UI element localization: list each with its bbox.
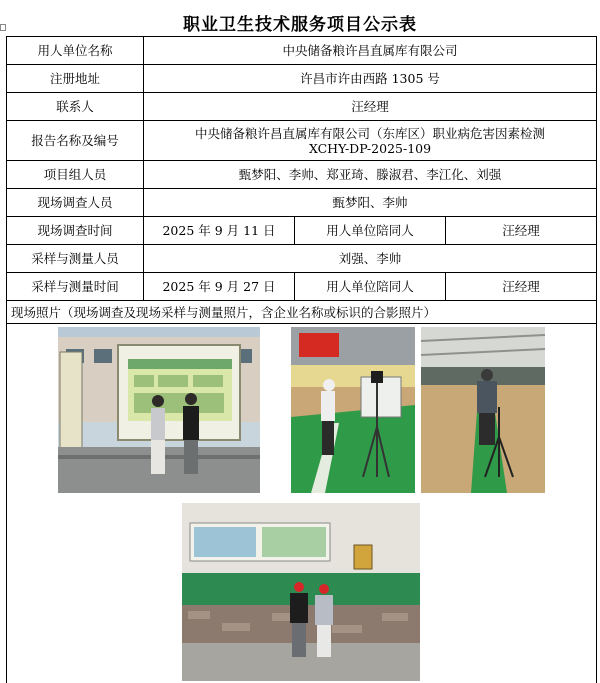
report-name: 中央储备粮许昌直属库有限公司（东库区）职业病危害因素检测 (194, 125, 545, 141)
photo-group-hardhats (182, 503, 420, 681)
table-row (7, 121, 597, 161)
contact-value: 汪经理 (144, 93, 597, 121)
table-row (7, 217, 597, 245)
survey-staff-value: 甄梦阳、李帅 (144, 189, 597, 217)
row-label: 联系人 (7, 93, 144, 121)
companion-label: 用人单位陪同人 (295, 273, 446, 301)
table-row (7, 301, 597, 324)
sampling-staff-value: 刘强、李帅 (144, 245, 597, 273)
table-row (7, 189, 597, 217)
companion-label: 用人单位陪同人 (295, 217, 446, 245)
table-row (7, 273, 597, 301)
survey-companion-value: 汪经理 (446, 217, 597, 245)
photos-area (6, 323, 597, 683)
info-table (6, 36, 597, 324)
row-label: 采样与测量时间 (7, 273, 144, 301)
page-title: 职业卫生技术服务项目公示表 (183, 15, 417, 35)
project-members-value: 甄梦阳、李帅、郑亚琦、滕淑君、李江化、刘强 (144, 161, 597, 189)
photo-sampling-warehouse (421, 327, 545, 493)
photo-survey-boards (58, 327, 260, 493)
survey-time-value: 2025 年 9 月 11 日 (144, 217, 295, 245)
row-label: 用人单位名称 (7, 37, 144, 65)
row-label: 采样与测量人员 (7, 245, 144, 273)
photos-label: 现场照片（现场调查及现场采样与测量照片，含企业名称或标识的合影照片） (7, 301, 597, 324)
report-code: XCHY-DP-2025-109 (308, 140, 432, 156)
sampling-companion-value: 汪经理 (446, 273, 597, 301)
row-label: 注册地址 (7, 65, 144, 93)
row-label: 现场调查时间 (7, 217, 144, 245)
row-label: 项目组人员 (7, 161, 144, 189)
report-value (144, 121, 597, 161)
photo-survey-tripod (291, 327, 415, 493)
table-row (7, 93, 597, 121)
sampling-time-value: 2025 年 9 月 27 日 (144, 273, 295, 301)
table-row (7, 37, 597, 65)
address-value: 许昌市许由西路 1305 号 (144, 65, 597, 93)
table-row (7, 245, 597, 273)
unit-name-value: 中央储备粮许昌直属库有限公司 (144, 37, 597, 65)
table-row (7, 161, 597, 189)
row-label: 报告名称及编号 (7, 121, 144, 161)
row-label: 现场调查人员 (7, 189, 144, 217)
table-row (7, 65, 597, 93)
